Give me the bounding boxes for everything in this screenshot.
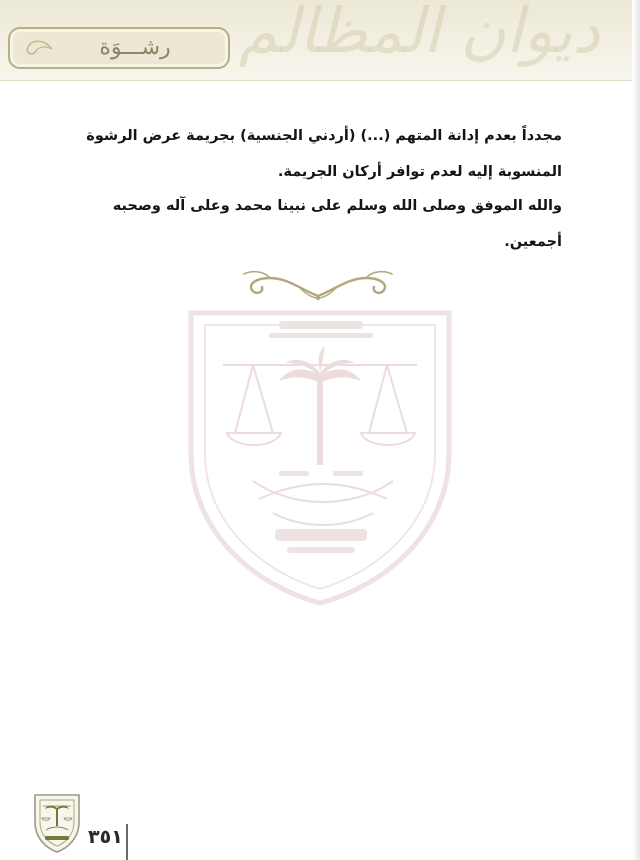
page-edge-shadow <box>632 0 640 860</box>
page-number: ٣٥١ <box>88 826 123 848</box>
footer-divider <box>126 824 128 860</box>
header-watermark-calligraphy: ديوان المظالم <box>238 0 600 67</box>
paragraph-closing: والله الموفق وصلى الله وسلم على نبينا محمد وعلى آله وصحبه أجمعين. <box>112 198 562 250</box>
header-band <box>0 0 640 81</box>
board-of-grievances-emblem-icon <box>183 303 457 609</box>
paragraph-ruling: مجدداً بعدم إدانة المتهم (...) (أردني الجنسية) بجريمة عرض الرشوة المنسوبة إليه لعدم توافر أركان الجريمة. <box>86 128 562 180</box>
chapter-title: رشـــوَة <box>99 35 171 60</box>
board-of-grievances-logo-icon <box>32 792 82 854</box>
decorative-flourish-icon <box>240 264 396 302</box>
chapter-title-box <box>8 27 230 69</box>
title-flourish-icon <box>22 35 56 59</box>
body-text <box>80 118 562 260</box>
